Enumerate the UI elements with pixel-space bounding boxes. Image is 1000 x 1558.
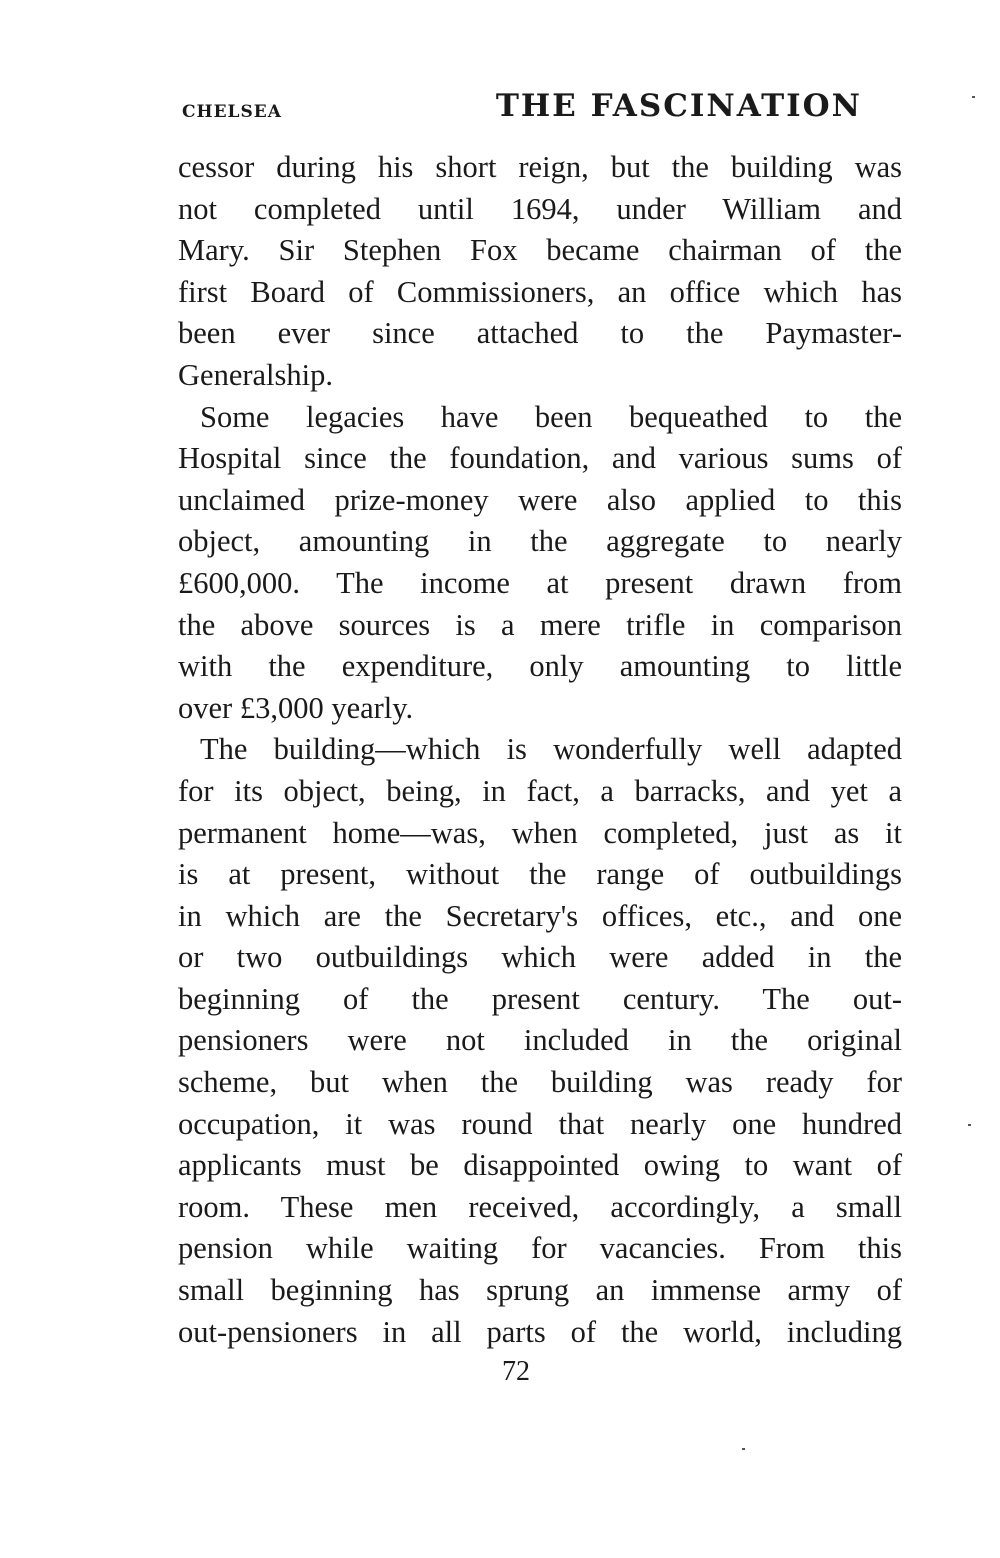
- text-line: the above sources is a mere trifle in comparison: [178, 607, 902, 642]
- text-line: object, amounting in the aggregate to nearly: [178, 524, 902, 559]
- paragraph-1: [178, 147, 902, 397]
- text-line: The building—which is wonderfully well adapted: [200, 732, 902, 767]
- text-line: pensioners were not included in the original: [178, 1023, 902, 1058]
- body-text: [178, 147, 902, 1353]
- text-line: small beginning has sprung an immense army of: [178, 1273, 902, 1308]
- text-line: out-pensioners in all parts of the world, including: [178, 1314, 902, 1349]
- text-line: for its object, being, in fact, a barracks, and yet a: [178, 773, 902, 808]
- text-line: Mary. Sir Stephen Fox became chairman of the: [178, 233, 902, 268]
- scan-speck: [742, 1448, 745, 1450]
- text-line: pension while waiting for vacancies. From this: [178, 1231, 902, 1266]
- text-line: over £3,000 yearly.: [178, 690, 414, 725]
- text-line: cessor during his short reign, but the building was: [178, 150, 902, 184]
- text-line: Generalship.: [178, 357, 333, 392]
- scan-speck: [972, 96, 975, 98]
- text-line: in which are the Secretary's offices, etc., and one: [178, 898, 902, 933]
- text-line: applicants must be disappointed owing to want of: [178, 1148, 902, 1183]
- text-line: with the expenditure, only amounting to little: [178, 649, 902, 684]
- text-line: unclaimed prize-money were also applied to this: [178, 482, 902, 517]
- running-head: [182, 88, 862, 132]
- text-line: is at present, without the range of outbuildings: [178, 857, 902, 892]
- text-line: occupation, it was round that nearly one hundred: [178, 1106, 902, 1141]
- text-line: not completed until 1694, under William and: [178, 191, 902, 226]
- text-line: Some legacies have been bequeathed to the: [200, 399, 902, 434]
- section-label: CHELSEA: [182, 102, 282, 122]
- text-line: scheme, but when the building was ready for: [178, 1065, 902, 1100]
- text-line: been ever since attached to the Paymaster-: [178, 316, 902, 351]
- paragraph-2: [178, 397, 902, 730]
- text-line: permanent home—was, when completed, just as it: [178, 815, 902, 850]
- text-line: or two outbuildings which were added in the: [178, 940, 902, 975]
- text-line: Hospital since the foundation, and various sums of: [178, 441, 902, 476]
- text-line: room. These men received, accordingly, a small: [178, 1189, 902, 1224]
- scan-speck: [968, 1124, 971, 1126]
- paragraph-3: [178, 729, 902, 1353]
- text-line: first Board of Commissioners, an office which has: [178, 274, 902, 309]
- running-title: THE FASCINATION: [495, 88, 862, 124]
- page-number: 72: [502, 1356, 530, 1387]
- text-line: beginning of the present century. The out-: [178, 981, 902, 1016]
- text-line: £600,000. The income at present drawn from: [178, 565, 902, 600]
